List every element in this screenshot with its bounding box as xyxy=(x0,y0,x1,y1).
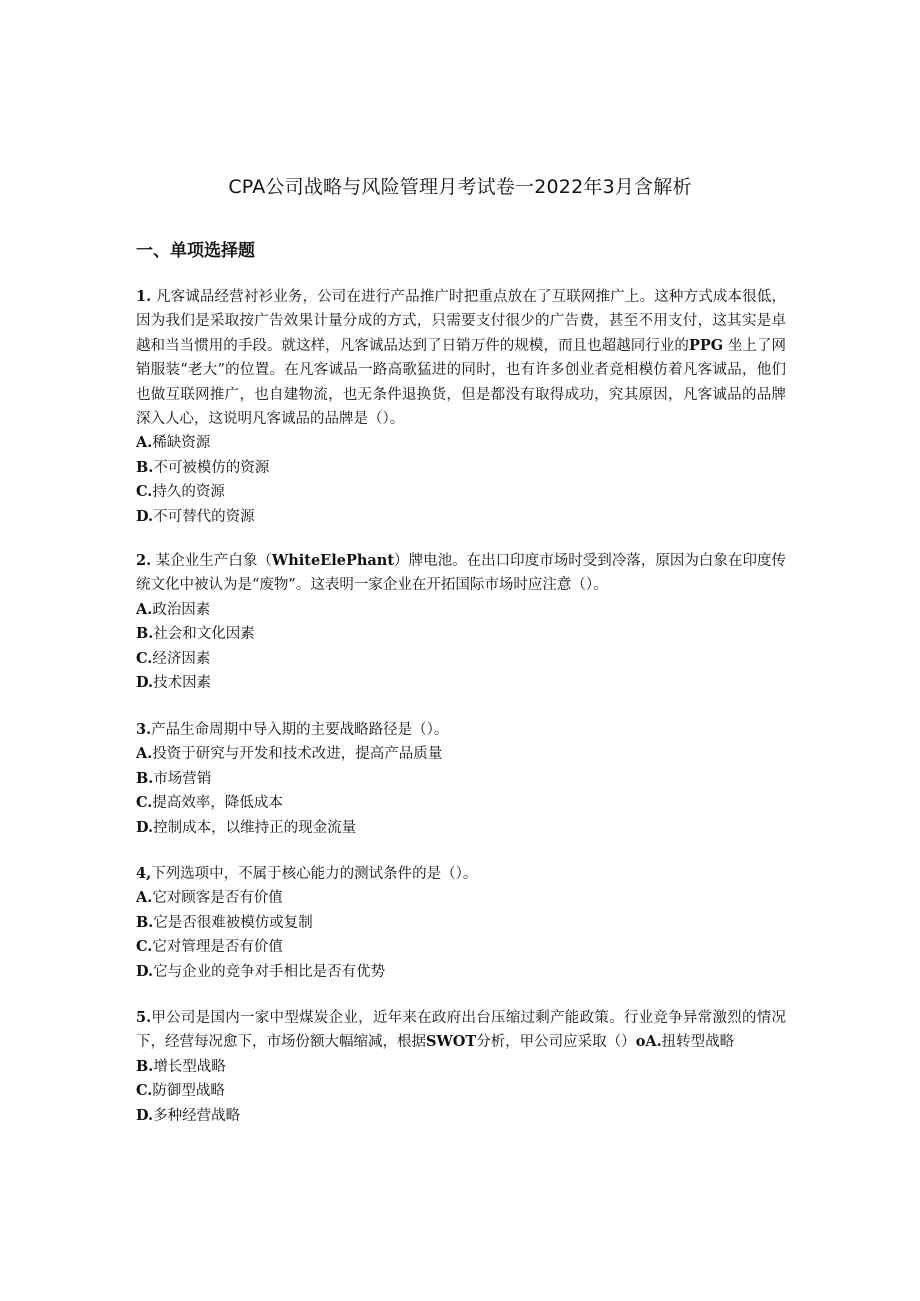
question-stem xyxy=(136,549,786,598)
stem-text-bold: WhiteElePhant xyxy=(271,552,395,569)
question-stem xyxy=(136,718,786,742)
stem-text-bold: SWOT xyxy=(426,1033,477,1051)
option-letter: B. xyxy=(136,625,154,643)
option-text: 它对顾客是否有价值 xyxy=(152,890,283,907)
question-stem xyxy=(136,1006,786,1055)
stem-text: 产品生命周期中导入期的主要战略路径是（）。 xyxy=(151,722,449,738)
option-letter: C. xyxy=(136,1082,153,1100)
stem-text-bold: PPG xyxy=(688,336,724,354)
option-a-inline-letter: oA. xyxy=(635,1033,662,1051)
option-letter: C. xyxy=(136,794,153,812)
option-letter: D. xyxy=(136,1106,154,1124)
question-number: 1. xyxy=(136,288,152,305)
stem-text: 某企业生产白象（ xyxy=(151,553,272,569)
question-stem xyxy=(136,862,786,886)
question-4 xyxy=(136,862,786,984)
option-a-inline-text: 扭转型战略 xyxy=(661,1034,735,1051)
option-letter: C. xyxy=(136,938,153,956)
option-text: 稀缺资源 xyxy=(152,435,211,452)
option-letter: B. xyxy=(136,769,154,787)
document-title: CPA公司战略与风险管理月考试卷一2022年3月含解析 xyxy=(228,176,692,198)
question-number: 2. xyxy=(136,552,152,569)
option-text: 经济因素 xyxy=(152,650,211,667)
option-b[interactable] xyxy=(136,1055,786,1079)
option-c[interactable] xyxy=(136,480,786,504)
question-2 xyxy=(136,549,786,695)
option-d[interactable] xyxy=(136,671,786,695)
option-c[interactable] xyxy=(136,791,786,815)
stem-text: 分析，甲公司应采取（） xyxy=(476,1034,636,1051)
option-text: 提高效率，降低成本 xyxy=(152,795,283,812)
option-text: 不可被模仿的资源 xyxy=(153,459,270,476)
option-c[interactable] xyxy=(136,1079,786,1103)
option-d[interactable] xyxy=(136,505,786,529)
option-d[interactable] xyxy=(136,816,786,840)
question-3 xyxy=(136,718,786,840)
option-text: 多种经营战略 xyxy=(153,1107,241,1124)
option-text: 市场营销 xyxy=(153,770,212,787)
option-letter: C. xyxy=(136,649,153,667)
option-text: 它与企业的竞争对手相比是否有优势 xyxy=(153,963,386,980)
option-b[interactable] xyxy=(136,911,786,935)
option-text: 控制成本，以维持正的现金流量 xyxy=(153,819,357,836)
option-a[interactable] xyxy=(136,742,786,766)
question-1 xyxy=(136,285,786,529)
option-letter: A. xyxy=(136,889,153,907)
option-text: 政治因素 xyxy=(152,601,211,618)
stem-text: 坐上了网销服装“老大”的位置。在凡客诚品一路高歌猛进的同时，也有许多创业者竞相模仿着凡客诚品，他们也做互联网推广，也自建物流，也无条件退换货，但是都没有取得成功，究其原因，凡客诚品的品牌深入人心，这说明凡客诚品的品牌是（）。 xyxy=(136,337,787,428)
stem-text: 凡客诚品经营衬衫业务，公司在进行产品推广时把重点放在了互联网推广上。这种方式成本很低，因为我们是采取按广告效果计量分成的方式，只需要支付很少的广告费，甚至不用支付，这其实是卓越和当当惯用的手段。就这样，凡客诚品达到了日销万件的规模，而且也超越同行业的 xyxy=(136,289,786,354)
option-letter: D. xyxy=(136,674,154,692)
option-letter: A. xyxy=(136,434,153,452)
question-number: 5. xyxy=(136,1009,152,1026)
section-heading: 一、单项选择题 xyxy=(136,241,255,261)
option-text: 投资于研究与开发和技术改进，提高产品质量 xyxy=(152,746,443,763)
stem-text: 甲公司是国内一家中型煤炭企业，近年来在政府出台压缩过剩产能政策。行业竞争异常激烈的情况下，经营每况愈下，市场份额大幅缩减，根据 xyxy=(136,1010,786,1051)
option-d[interactable] xyxy=(136,960,786,984)
option-text: 它是否很难被模仿或复制 xyxy=(153,914,313,931)
option-a[interactable] xyxy=(136,598,786,622)
option-text: 它对管理是否有价值 xyxy=(152,939,283,956)
option-c[interactable] xyxy=(136,647,786,671)
option-b[interactable] xyxy=(136,622,786,646)
option-text: 社会和文化因素 xyxy=(153,626,255,643)
question-5 xyxy=(136,1006,786,1128)
option-a[interactable] xyxy=(136,431,786,455)
option-letter: B. xyxy=(136,1057,154,1075)
option-letter: B. xyxy=(136,913,154,931)
option-text: 持久的资源 xyxy=(152,484,225,501)
option-text: 防御型战略 xyxy=(152,1083,225,1100)
stem-text: 下列选项中，不属于核心能力的测试条件的是（）。 xyxy=(151,866,478,882)
option-letter: B. xyxy=(136,458,154,476)
option-c[interactable] xyxy=(136,935,786,959)
option-d[interactable] xyxy=(136,1104,786,1128)
option-text: 增长型战略 xyxy=(153,1058,226,1075)
stem-text: ）牌电池。在出口印度市场时受到冷落，原因为白象在印度传统文化中被认为是“废物”。这表明一家企业在开拓国际市场时应注意（）。 xyxy=(136,553,786,594)
option-letter: D. xyxy=(136,962,154,980)
option-a[interactable] xyxy=(136,886,786,910)
option-b[interactable] xyxy=(136,767,786,791)
option-letter: D. xyxy=(136,818,154,836)
option-text: 技术因素 xyxy=(153,675,212,692)
option-text: 不可替代的资源 xyxy=(153,508,255,525)
option-letter: C. xyxy=(136,483,153,501)
option-letter: D. xyxy=(136,507,154,525)
option-letter: A. xyxy=(136,745,153,763)
question-number: 4, xyxy=(136,865,152,882)
question-stem xyxy=(136,285,786,431)
question-number: 3. xyxy=(136,721,152,738)
option-letter: A. xyxy=(136,600,153,618)
option-b[interactable] xyxy=(136,456,786,480)
